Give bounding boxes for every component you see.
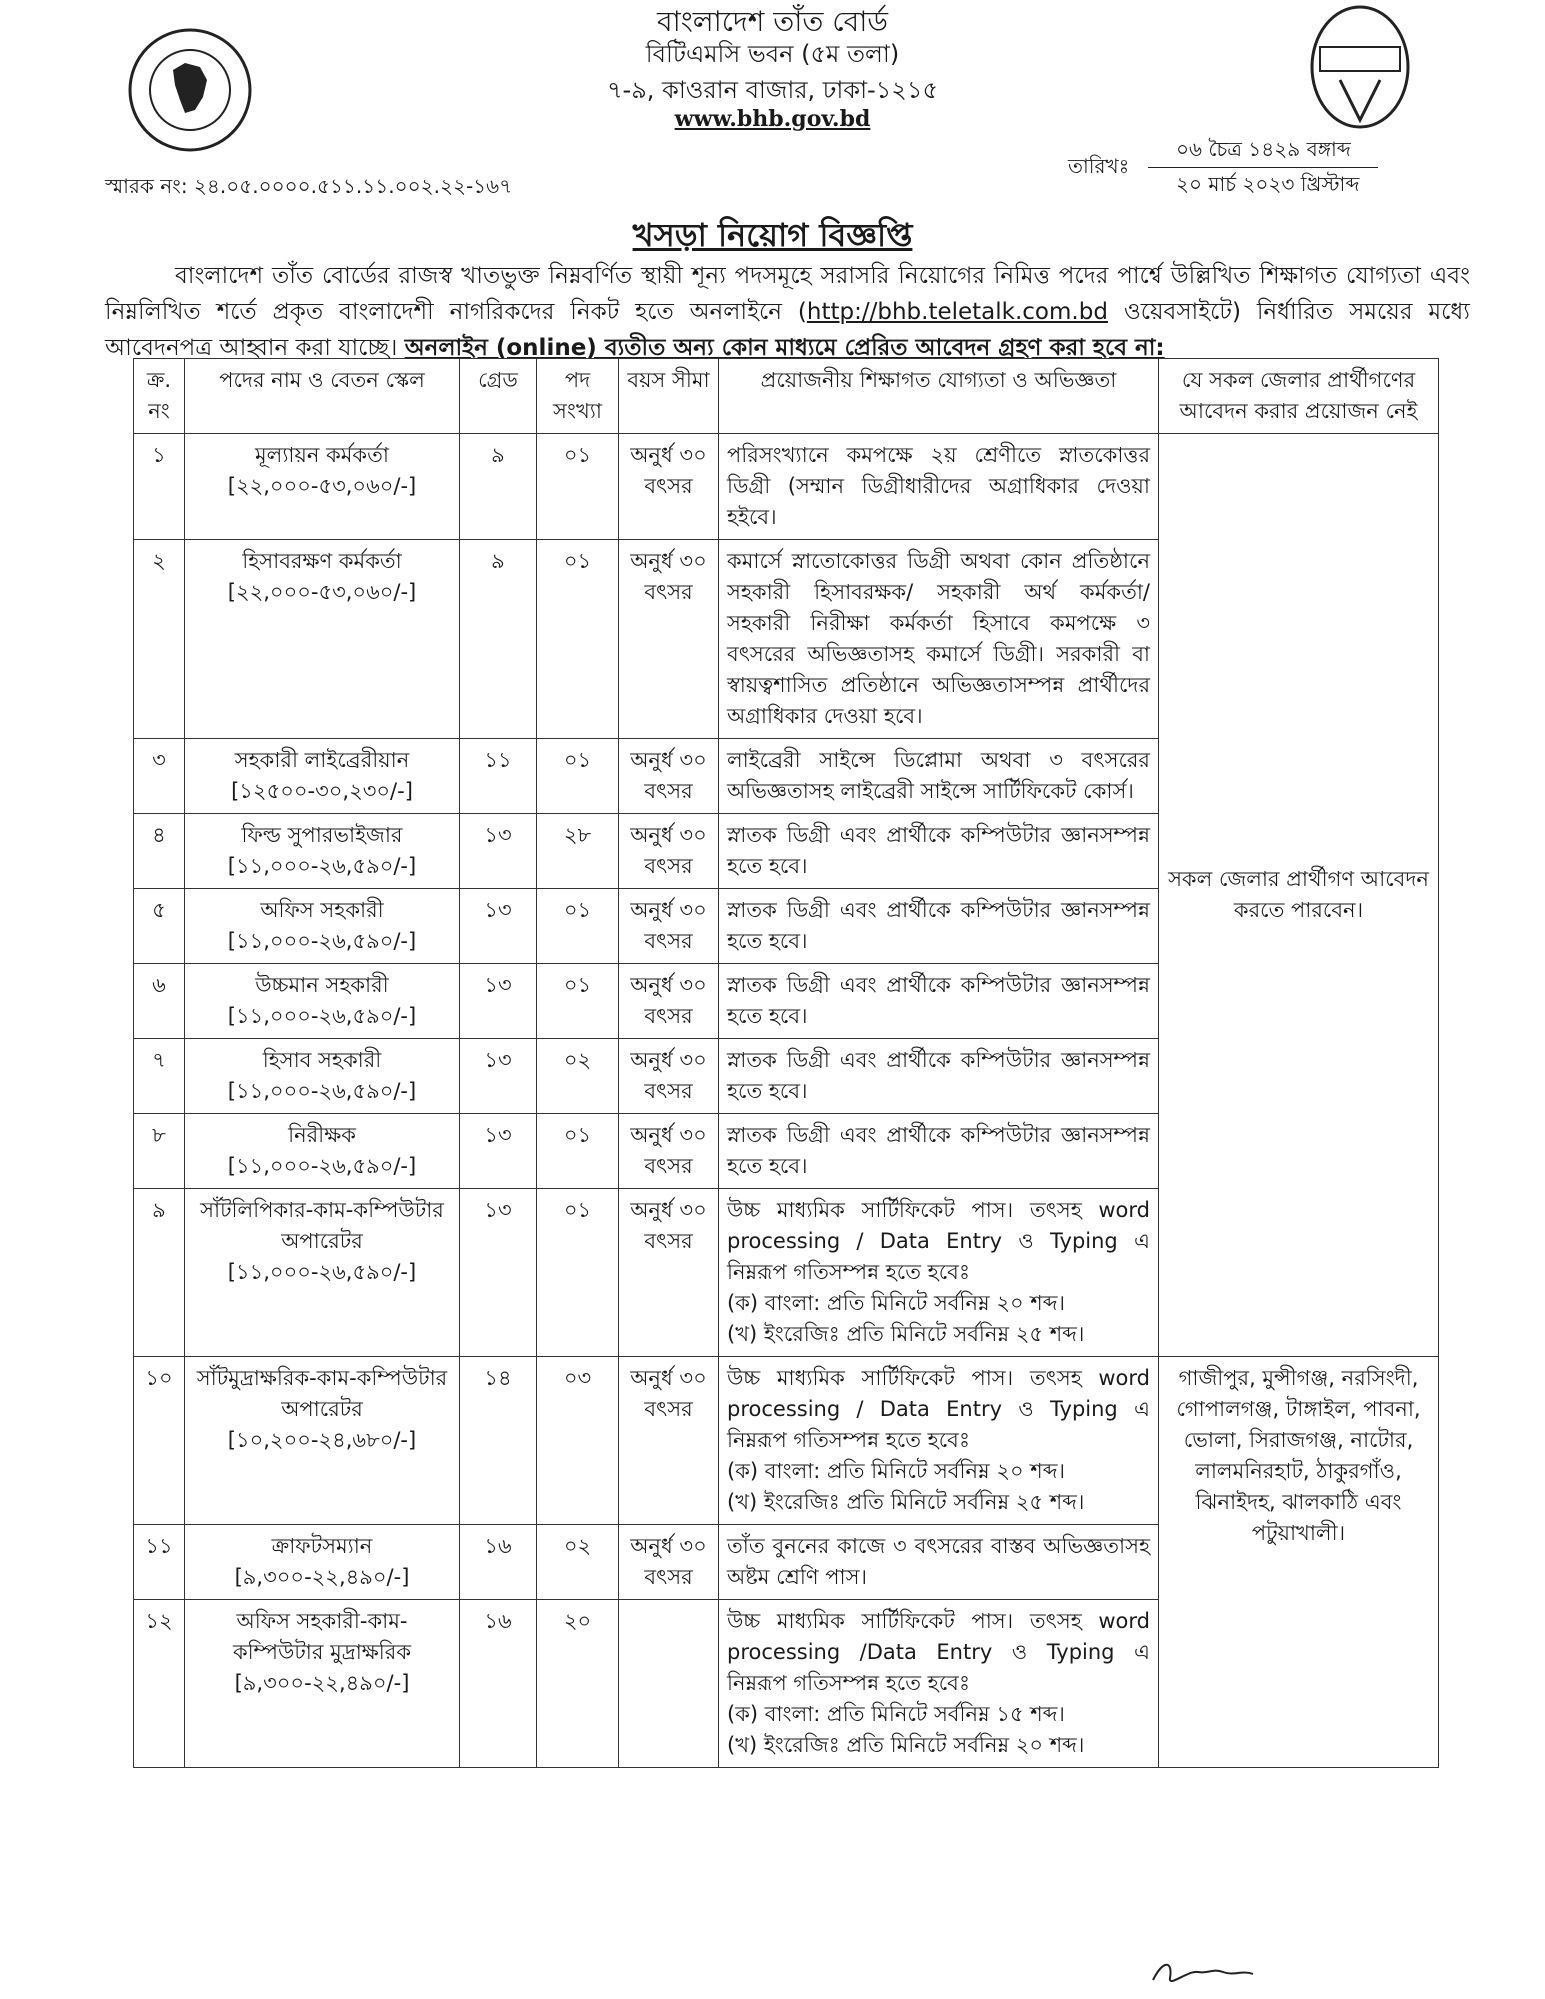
row-post: [185, 964, 460, 1039]
row-age-limit: অনুর্ধ ৩০ বৎসর: [619, 1039, 719, 1114]
row-serial: ১: [134, 434, 185, 540]
pay-scale: [৯,৩০০-২২,৪৯০/-]: [234, 1671, 410, 1695]
row-post-count: ০১: [537, 540, 619, 739]
row-post-count: ০২: [537, 1039, 619, 1114]
intro-link[interactable]: http://bhb.teletalk.com.bd: [806, 299, 1108, 325]
row-qualification: [719, 434, 1159, 540]
row-post: [185, 1189, 460, 1357]
row-serial: ৫: [134, 889, 185, 964]
qualification-line: স্নাতক ডিগ্রী এবং প্রার্থীকে কম্পিউটার জ্ঞানসম্পন্ন হতে হবে।: [727, 823, 1150, 878]
table-header-row: [134, 359, 1439, 434]
row-serial: ১১: [134, 1525, 185, 1600]
post-name: হিসাবরক্ষণ কর্মকর্তা: [242, 549, 402, 573]
row-serial: ৭: [134, 1039, 185, 1114]
row-post-count: ২৮: [537, 814, 619, 889]
row-post-count: ০১: [537, 889, 619, 964]
qualification-line: (ক) বাংলা: প্রতি মিনিটে সর্বনিম্ন ২০ শব্দ।: [727, 1459, 1065, 1483]
header-grade: গ্রেড: [460, 359, 537, 434]
row-post: [185, 540, 460, 739]
row-age-limit: অনুর্ধ ৩০ বৎসর: [619, 540, 719, 739]
qualification-line: কমার্সে স্নাতোকোত্তর ডিগ্রী অথবা কোন প্রতিষ্ঠানে সহকারী হিসাবরক্ষক/ সহকারী অর্থ কর্মকর্তা/ সহকারী নিরীক্ষা কর্মকর্তা হিসাবে কমপক্ষে ৩ বৎসরের অভিজ্ঞতাসহ কমার্সে ডিগ্রী। সরকারী বা স্বায়ত্বশাসিত প্রতিষ্ঠানে অভিজ্ঞতাসম্পন্ন প্রার্থীদের অগ্রাধিকার দেওয়া হবে।: [727, 549, 1150, 728]
organization-building: বিটিএমসি ভবন (৫ম তলা): [645, 40, 900, 68]
row-age-limit: [619, 1600, 719, 1768]
row-post: [185, 889, 460, 964]
qualification-line: স্নাতক ডিগ্রী এবং প্রার্থীকে কম্পিউটার জ্ঞানসম্পন্ন হতে হবে।: [727, 973, 1150, 1028]
pay-scale: [১২৫০০-৩০,২৩০/-]: [231, 779, 413, 803]
row-age-limit: অনুর্ধ ৩০ বৎসর: [619, 1189, 719, 1357]
pay-scale: [১০,২০০-২৪,৬৮০/-]: [227, 1428, 417, 1452]
row-post: [185, 739, 460, 814]
row-serial: ৮: [134, 1114, 185, 1189]
row-grade: ১৬: [460, 1525, 537, 1600]
row-age-limit: অনুর্ধ ৩০ বৎসর: [619, 814, 719, 889]
row-post-count: ০১: [537, 739, 619, 814]
row-age-limit: অনুর্ধ ৩০ বৎসর: [619, 964, 719, 1039]
row-grade: ১১: [460, 739, 537, 814]
row-grade: ১৩: [460, 964, 537, 1039]
qualification-line: লাইব্রেরী সাইন্সে ডিপ্লোমা অথবা ৩ বৎসরের অভিজ্ঞতাসহ লাইব্রেরী সাইন্সে সার্টিফিকেট কোর্স।: [727, 748, 1150, 803]
qualification-line: উচ্চ মাধ্যমিক সার্টিফিকেট পাস। তৎসহ word processing /Data Entry ও Typing এ নিম্নরূপ গতিসম্পন্ন হতে হবেঃ: [727, 1609, 1150, 1695]
row-serial: ৯: [134, 1189, 185, 1357]
intro-text-1: বাংলাদেশ তাঁত বোর্ডের রাজস্ব খাতভুক্ত নিম্নবর্ণিত স্থায়ী শূন্য পদসমূহে সরাসরি নিয়োগের নিমিত্ত পদের পার্শ্বে উল্লিখিত শিক্ষাগত যোগ্যতা এবং নিম্নলিখিত শর্তে প্রকৃত বাংলাদেশী নাগরিকদের নিকট হতে অনলাইনে (: [105, 263, 1470, 325]
row-grade: ১৩: [460, 1039, 537, 1114]
row-serial: ২: [134, 540, 185, 739]
row-age-limit: অনুর্ধ ৩০ বৎসর: [619, 1357, 719, 1525]
qualification-line: (খ) ইংরেজিঃ প্রতি মিনিটে সর্বনিম্ন ২০ শব্দ।: [727, 1733, 1085, 1757]
table-row: [134, 1357, 1439, 1525]
post-name: অফিস সহকারী: [260, 898, 384, 922]
table-row: [134, 434, 1439, 540]
notice-intro: [105, 258, 1470, 366]
row-age-limit: অনুর্ধ ৩০ বৎসর: [619, 889, 719, 964]
qualification-line: তাঁত বুননের কাজে ৩ বৎসরের বাস্তব অভিজ্ঞতাসহ অষ্টম শ্রেণি পাস।: [727, 1534, 1150, 1589]
row-qualification: [719, 1357, 1159, 1525]
row-serial: ১০: [134, 1357, 185, 1525]
row-post-count: ২০: [537, 1600, 619, 1768]
post-name: অফিস সহকারী-কাম-কম্পিউটার মুদ্রাক্ষরিক: [232, 1609, 412, 1664]
row-qualification: [719, 1189, 1159, 1357]
row-grade: ১৩: [460, 1114, 537, 1189]
header-post-count: পদ সংখ্যা: [537, 359, 619, 434]
row-grade: ১৩: [460, 889, 537, 964]
post-name: ক্রাফটসম্যান: [271, 1534, 373, 1558]
pay-scale: [২২,০০০-৫৩,০৬০/-]: [227, 580, 417, 604]
signature: [1148, 1950, 1258, 1990]
row-post-count: ০১: [537, 1114, 619, 1189]
qualification-line: (ক) বাংলা: প্রতি মিনিটে সর্বনিম্ন ২০ শব্দ।: [727, 1291, 1065, 1315]
row-serial: ৬: [134, 964, 185, 1039]
header-post-scale: পদের নাম ও বেতন স্কেল: [185, 359, 460, 434]
row-qualification: [719, 1114, 1159, 1189]
post-name: সহকারী লাইব্রেরীয়ান: [234, 748, 410, 772]
row-qualification: [719, 814, 1159, 889]
post-name: হিসাব সহকারী: [262, 1048, 382, 1072]
organization-address: ৭-৯, কাওরান বাজার, ঢাকা-১২১৫: [606, 76, 939, 104]
qualification-line: স্নাতক ডিগ্রী এবং প্রার্থীকে কম্পিউটার জ্ঞানসম্পন্ন হতে হবে।: [727, 1048, 1150, 1103]
row-qualification: [719, 889, 1159, 964]
header-serial: ক্র. নং: [134, 359, 185, 434]
row-grade: ১৪: [460, 1357, 537, 1525]
qualification-line: (ক) বাংলা: প্রতি মিনিটে সর্বনিম্ন ১৫ শব্দ।: [727, 1702, 1065, 1726]
row-post: [185, 1114, 460, 1189]
post-name: মূল্যায়ন কর্মকর্তা: [255, 443, 389, 467]
qualification-line: উচ্চ মাধ্যমিক সার্টিফিকেট পাস। তৎসহ word processing / Data Entry ও Typing এ নিম্নরূপ গতিসম্পন্ন হতে হবেঃ: [727, 1366, 1150, 1452]
date-english: ২০ মার্চ ২০২৩ খ্রিস্টাব্দ: [1176, 172, 1360, 196]
row-post: [185, 1039, 460, 1114]
post-name: সাঁটলিপিকার-কাম-কম্পিউটার অপারেটর: [200, 1198, 444, 1253]
header-age-limit: বয়স সীমা: [619, 359, 719, 434]
notice-title: খসড়া নিয়োগ বিজ্ঞপ্তি: [632, 216, 913, 254]
memo-number: স্মারক নং: ২৪.০৫.০০০০.৫১১.১১.০০২.২২-১৬৭: [105, 174, 513, 198]
pay-scale: [২২,০০০-৫৩,০৬০/-]: [227, 474, 417, 498]
row-post-count: ০২: [537, 1525, 619, 1600]
pay-scale: [১১,০০০-২৬,৫৯০/-]: [227, 1079, 417, 1103]
row-post: [185, 434, 460, 540]
pay-scale: [১১,০০০-২৬,৫৯০/-]: [227, 929, 417, 953]
row-grade: ১৩: [460, 814, 537, 889]
row-post: [185, 1600, 460, 1768]
post-name: সাঁটমুদ্রাক্ষরিক-কাম-কম্পিউটার অপারেটর: [196, 1366, 448, 1421]
row-qualification: [719, 739, 1159, 814]
header-qualification: প্রয়োজনীয় শিক্ষাগত যোগ্যতা ও অভিজ্ঞতা: [719, 359, 1159, 434]
pay-scale: [৯,৩০০-২২,৪৯০/-]: [234, 1565, 410, 1589]
post-name: ফিল্ড সুপারভাইজার: [241, 823, 403, 847]
post-name: উচ্চমান সহকারী: [255, 973, 389, 997]
qualification-line: (খ) ইংরেজিঃ প্রতি মিনিটে সর্বনিম্ন ২৫ শব্দ।: [727, 1490, 1085, 1514]
row-post-count: ০১: [537, 434, 619, 540]
qualification-line: (খ) ইংরেজিঃ প্রতি মিনিটে সর্বনিম্ন ২৫ শব্দ।: [727, 1322, 1085, 1346]
row-serial: ৩: [134, 739, 185, 814]
row-grade: ১৬: [460, 1600, 537, 1768]
row-age-limit: অনুর্ধ ৩০ বৎসর: [619, 1114, 719, 1189]
date-label: তারিখঃ: [1068, 154, 1130, 178]
header-excluded-districts: যে সকল জেলার প্রার্থীগণের আবেদন করার প্রয়োজন নেই: [1159, 359, 1439, 434]
row-qualification: [719, 964, 1159, 1039]
pay-scale: [১১,০০০-২৬,৫৯০/-]: [227, 854, 417, 878]
row-age-limit: অনুর্ধ ৩০ বৎসর: [619, 434, 719, 540]
row-post: [185, 1357, 460, 1525]
qualification-line: স্নাতক ডিগ্রী এবং প্রার্থীকে কম্পিউটার জ্ঞানসম্পন্ন হতে হবে।: [727, 1123, 1150, 1178]
qualification-line: পরিসংখ্যানে কমপক্ষে ২য় শ্রেণীতে স্নাতকোত্তর ডিগ্রী (সম্মান ডিগ্রীধারীদের অগ্রাধিকার দেওয়া হইবে।: [727, 443, 1150, 529]
row-post: [185, 1525, 460, 1600]
row-post-count: ০১: [537, 1189, 619, 1357]
pay-scale: [১১,০০০-২৬,৫৯০/-]: [227, 1154, 417, 1178]
row-age-limit: অনুর্ধ ৩০ বৎসর: [619, 739, 719, 814]
organization-name: বাংলাদেশ তাঁত বোর্ড: [657, 5, 888, 38]
row-qualification: [719, 1039, 1159, 1114]
qualification-line: উচ্চ মাধ্যমিক সার্টিফিকেট পাস। তৎসহ word processing / Data Entry ও Typing এ নিম্নরূপ গতিসম্পন্ন হতে হবেঃ: [727, 1198, 1150, 1284]
date-divider: [1148, 167, 1378, 168]
row-serial: ৪: [134, 814, 185, 889]
row-grade: ৯: [460, 540, 537, 739]
row-serial: ১২: [134, 1600, 185, 1768]
vacancy-table: [133, 358, 1439, 1768]
row-grade: ৯: [460, 434, 537, 540]
intro-text-2: ওয়েবসাইটে) নির্ধারিত সময়ের মধ্যে আবেদনপত্র আহ্বান করা যাচ্ছে।: [105, 299, 1470, 361]
row-qualification: [719, 1525, 1159, 1600]
row-qualification: [719, 540, 1159, 739]
organization-website-link[interactable]: www.bhb.gov.bd: [674, 106, 871, 132]
note-all-districts: সকল জেলার প্রার্থীগণ আবেদন করতে পারবেন।: [1159, 434, 1439, 1357]
date-bangla: ০৬ চৈত্র ১৪২৯ বঙ্গাব্দ: [1176, 137, 1351, 161]
row-post: [185, 814, 460, 889]
row-grade: ১৩: [460, 1189, 537, 1357]
row-qualification: [719, 1600, 1159, 1768]
row-post-count: ০১: [537, 964, 619, 1039]
pay-scale: [১১,০০০-২৬,৫৯০/-]: [227, 1260, 417, 1284]
note-excluded-districts: গাজীপুর, মুন্সীগঞ্জ, নরসিংদী, গোপালগঞ্জ, টাঙ্গাইল, পাবনা, ভোলা, সিরাজগঞ্জ, নাটোর, লালমনিরহাট, ঠাকুরগাঁও, ঝিনাইদহ, ঝালকাঠি এবং পটুয়াখালী।: [1159, 1357, 1439, 1768]
qualification-line: স্নাতক ডিগ্রী এবং প্রার্থীকে কম্পিউটার জ্ঞানসম্পন্ন হতে হবে।: [727, 898, 1150, 953]
post-name: নিরীক্ষক: [288, 1123, 356, 1147]
row-post-count: ০৩: [537, 1357, 619, 1525]
pay-scale: [১১,০০০-২৬,৫৯০/-]: [227, 1004, 417, 1028]
row-age-limit: অনুর্ধ ৩০ বৎসর: [619, 1525, 719, 1600]
intro-bold-warning: অনলাইন (online) ব্যতীত অন্য কোন মাধ্যমে প্রেরিত আবেদন গ্রহণ করা হবে না:: [404, 335, 1165, 361]
